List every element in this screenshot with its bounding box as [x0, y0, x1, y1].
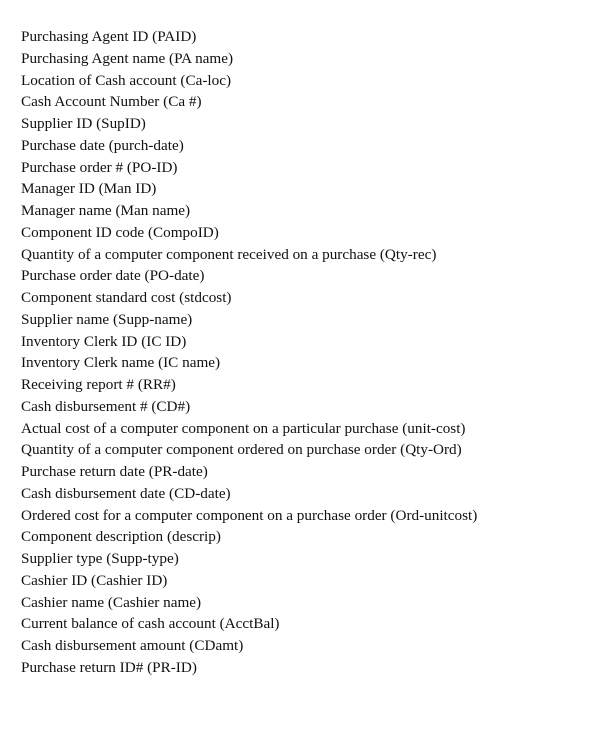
attribute-line: Purchase order # (PO-ID) — [21, 158, 178, 176]
attribute-line: Component standard cost (stdcost) — [21, 289, 232, 306]
attribute-line: Purchase return ID# (PR-ID) — [21, 658, 197, 676]
attribute-line: Cash disbursement # (CD#) — [21, 397, 191, 415]
attribute-list — [21, 26, 601, 679]
attribute-line: Component description (descrip) — [21, 528, 221, 546]
attribute-line: Purchase order date (PO-date) — [21, 267, 205, 285]
attribute-line: Ordered cost for a computer component on a purchase order (Ord-unitcost) — [21, 506, 478, 524]
attribute-line: Cashier name (Cashier name) — [21, 593, 202, 611]
attribute-line: Cash disbursement amount (CDamt) — [21, 637, 244, 654]
attribute-line: Manager name (Man name) — [21, 202, 191, 219]
attribute-line: Cash disbursement date (CD-date) — [21, 484, 231, 502]
attribute-line: Purchase date (purch-date) — [21, 136, 184, 154]
attribute-line: Supplier name (Supp-name) — [21, 310, 193, 328]
attribute-line: Quantity of a computer component received on a purchase (Qty-rec) — [21, 245, 437, 263]
attribute-line: Location of Cash account (Ca-loc) — [21, 71, 232, 89]
attribute-line: Purchasing Agent ID (PAID) — [21, 28, 197, 45]
attribute-line: Purchasing Agent name (PA name) — [21, 49, 234, 67]
attribute-line: Manager ID (Man ID) — [21, 180, 157, 198]
attribute-line: Supplier type (Supp-type) — [21, 550, 179, 567]
attribute-line: Supplier ID (SupID) — [21, 115, 146, 132]
attribute-line: Current balance of cash account (AcctBal) — [21, 615, 280, 633]
attribute-line: Actual cost of a computer component on a particular purchase (unit-cost) — [21, 419, 466, 437]
attribute-line: Purchase return date (PR-date) — [21, 463, 208, 480]
attribute-line: Quantity of a computer component ordered on purchase order (Qty-Ord) — [21, 441, 462, 459]
attribute-line: Component ID code (CompoID) — [21, 223, 219, 241]
attribute-line: Inventory Clerk name (IC name) — [21, 354, 221, 372]
attribute-line: Inventory Clerk ID (IC ID) — [21, 332, 187, 350]
attribute-document — [21, 26, 601, 679]
attribute-line: Receiving report # (RR#) — [21, 376, 176, 393]
attribute-line: Cashier ID (Cashier ID) — [21, 571, 168, 589]
attribute-line: Cash Account Number (Ca #) — [21, 93, 202, 111]
